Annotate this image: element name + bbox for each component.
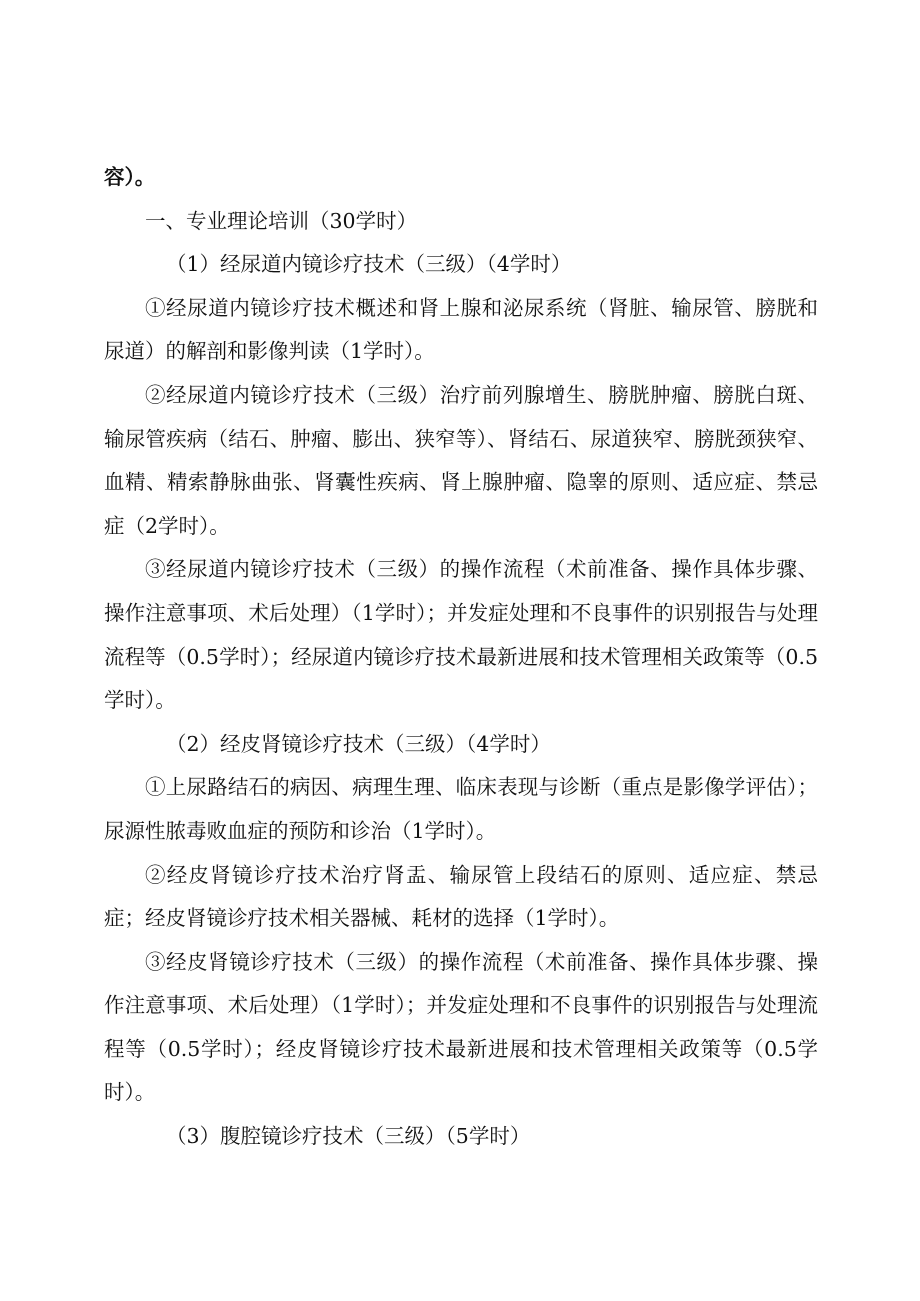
paragraph-transurethral-item-3: ③经尿道内镜诊疗技术（三级）的操作流程（术前准备、操作具体步骤、操作注意事项、术后处理）（1学时）；并发症处理和不良事件的识别报告与处理流程等（0.5学时）；经尿道内镜诊疗技术最新进展和技术管理相关政策等（0.5学时）。	[104, 557, 818, 713]
subsection-heading-transurethral: （1）经尿道内镜诊疗技术（三级）（4学时）	[166, 252, 572, 277]
paragraph-transurethral-item-2: ②经尿道内镜诊疗技术（三级）治疗前列腺增生、膀胱肿瘤、膀胱白斑、输尿管疾病（结石、肿瘤、膨出、狭窄等）、肾结石、尿道狭窄、膀胱颈狭窄、血精、精索静脉曲张、肾囊性疾病、肾上腺肿瘤、隐睾的原则、适应症、禁忌症（2学时）。	[104, 382, 818, 538]
paragraph-percutaneous-item-3: ③经皮肾镜诊疗技术（三级）的操作流程（术前准备、操作具体步骤、操作注意事项、术后处理）（1学时）；并发症处理和不良事件的识别报告与处理流程等（0.5学时）；经皮肾镜诊疗技术最新进展和技术管理相关政策等（0.5学时）。	[104, 949, 818, 1105]
subsection-heading-laparoscopic: （3）腹腔镜诊疗技术（三级）（5学时）	[166, 1124, 531, 1149]
document-body	[104, 156, 818, 1159]
paragraph-transurethral-item-1: ①经尿道内镜诊疗技术概述和肾上腺和泌尿系统（肾脏、输尿管、膀胱和尿道）的解剖和影像判读（1学时）。	[104, 295, 818, 364]
section-heading-theory-training: 一、专业理论培训（30学时）	[145, 208, 418, 233]
subsection-heading-percutaneous: （2）经皮肾镜诊疗技术（三级）（4学时）	[166, 731, 551, 756]
continuation-text: 容）。	[104, 165, 156, 189]
paragraph-percutaneous-item-2: ②经皮肾镜诊疗技术治疗肾盂、输尿管上段结石的原则、适应症、禁忌症；经皮肾镜诊疗技术相关器械、耗材的选择（1学时）。	[104, 862, 818, 931]
paragraph-percutaneous-item-1: ①上尿路结石的病因、病理生理、临床表现与诊断（重点是影像学评估）；尿源性脓毒败血症的预防和诊治（1学时）。	[104, 775, 818, 843]
